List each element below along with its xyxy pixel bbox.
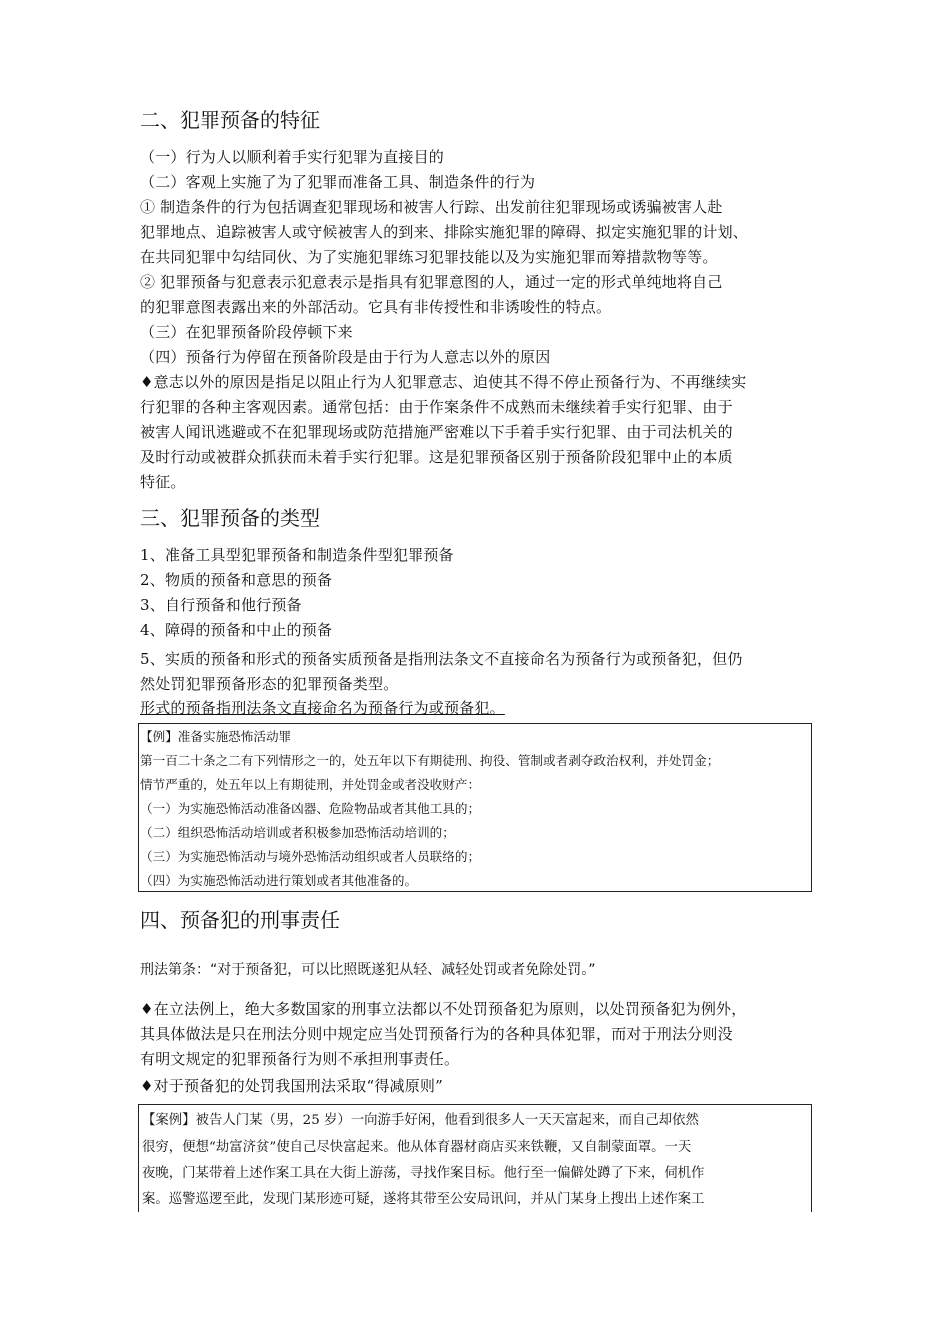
paragraph-line: 的犯罪意图表露出来的外部活动。它具有非传授性和非诱唆性的特点。 — [140, 298, 612, 316]
paragraph-line: 及时行动或被群众抓获而未着手实行犯罪。这是犯罪预备区别于预备阶段犯罪中止的本质 — [140, 448, 733, 466]
paragraph-line: 犯罪地点、追踪被害人或守候被害人的到来、排除实施犯罪的障碍、拟定实施犯罪的计划、 — [140, 223, 749, 241]
example-line: 情节严重的，处五年以上有期徒刑，并处罚金或者没收财产： — [140, 777, 481, 792]
paragraph-line: ♦在立法例上，绝大多数国家的刑事立法都以不处罚预备犯为原则，以处罚预备犯为例外， — [140, 1000, 747, 1018]
list-item: 2、物质的预备和意思的预备 — [140, 571, 333, 589]
list-item: 5、实质的预备和形式的预备实质预备是指刑法条文不直接命名为预备行为或预备犯，但仍 — [140, 650, 743, 668]
example-line: （四）为实施恐怖活动进行策划或者其他准备的。 — [140, 873, 418, 888]
paragraph-line: 行犯罪的各种主客观因素。通常包括：由于作案条件不成熟而未继续着手实行犯罪、由于 — [140, 398, 733, 416]
paragraph-line: ♦对于预备犯的处罚我国刑法采取“得减原则” — [140, 1077, 443, 1095]
paragraph-line: 有明文规定的犯罪预备行为则不承担刑事责任。 — [140, 1050, 460, 1068]
case-line: 【案例】被告人门某（男，25 岁）一向游手好闲，他看到很多人一天天富起来，而自己却依然 — [142, 1113, 699, 1128]
list-item: 3、自行预备和他行预备 — [140, 596, 302, 614]
list-item: 1、准备工具型犯罪预备和制造条件型犯罪预备 — [140, 546, 454, 564]
paragraph-line: 被害人闻讯逃避或不在犯罪现场或防范措施严密难以下手着手实行犯罪、由于司法机关的 — [140, 423, 733, 441]
paragraph-line: 在共同犯罪中勾结同伙、为了实施犯罪练习犯罪技能以及为实施犯罪而筹措款物等等。 — [140, 248, 718, 266]
example-line: 第一百二十条之二有下列情形之一的，处五年以下有期徒刑、拘役、管制或者剥夺政治权利，并处罚金； — [140, 753, 720, 768]
paragraph-line: 其具体做法是只在刑法分则中规定应当处罚预备行为的各种具体犯罪，而对于刑法分则没 — [140, 1025, 733, 1043]
paragraph-line: （四）预备行为停留在预备阶段是由于行为人意志以外的原因 — [140, 348, 551, 366]
section-heading-3: 三、犯罪预备的类型 — [140, 506, 320, 530]
paragraph-line: 然处罚犯罪预备形态的犯罪预备类型。 — [140, 675, 399, 693]
paragraph-line: （三）在犯罪预备阶段停顿下来 — [140, 323, 353, 341]
example-line: （三）为实施恐怖活动与境外恐怖活动组织或者人员联络的； — [140, 849, 481, 864]
law-article: 刑法第条：“对于预备犯，可以比照既遂犯从轻、减轻处罚或者免除处罚。” — [140, 962, 596, 978]
case-line: 夜晚，门某带着上述作案工具在大街上游荡，寻找作案目标。他行至一偏僻处蹲了下来，伺机作 — [142, 1166, 705, 1181]
paragraph-line: ② 犯罪预备与犯意表示犯意表示是指具有犯罪意图的人，通过一定的形式单纯地将自己 — [140, 273, 723, 291]
example-line: （一）为实施恐怖活动准备凶器、危险物品或者其他工具的； — [140, 801, 481, 816]
section-heading-4: 四、预备犯的刑事责任 — [140, 908, 340, 932]
paragraph-line: ① 制造条件的行为包括调查犯罪现场和被害人行踪、出发前往犯罪现场或诱骗被害人赴 — [140, 198, 723, 216]
section-heading-2: 二、犯罪预备的特征 — [140, 108, 320, 132]
case-line: 案。巡警巡逻至此，发现门某形迹可疑，遂将其带至公安局讯问，并从门某身上搜出上述作案工 — [142, 1192, 705, 1207]
example-line: （二）组织恐怖活动培训或者积极参加恐怖活动培训的； — [140, 825, 455, 840]
case-line: 很穷，便想“劫富济贫”使自己尽快富起来。他从体育器材商店买来铁鞭，又自制蒙面罩。一天 — [142, 1140, 692, 1155]
underlined-line: 形式的预备指刑法条文直接命名为预备行为或预备犯。 — [140, 699, 505, 717]
paragraph-line: 特征。 — [140, 473, 186, 491]
paragraph-line: （一）行为人以顺利着手实行犯罪为直接目的 — [140, 148, 445, 166]
list-item: 4、障碍的预备和中止的预备 — [140, 621, 333, 639]
paragraph-line: ♦意志以外的原因是指足以阻止行为人犯罪意志、迫使其不得不停止预备行为、不再继续实 — [140, 373, 747, 391]
example-title: 【例】准备实施恐怖活动罪 — [140, 729, 292, 744]
paragraph-line: （二）客观上实施了为了犯罪而准备工具、制造条件的行为 — [140, 173, 536, 191]
